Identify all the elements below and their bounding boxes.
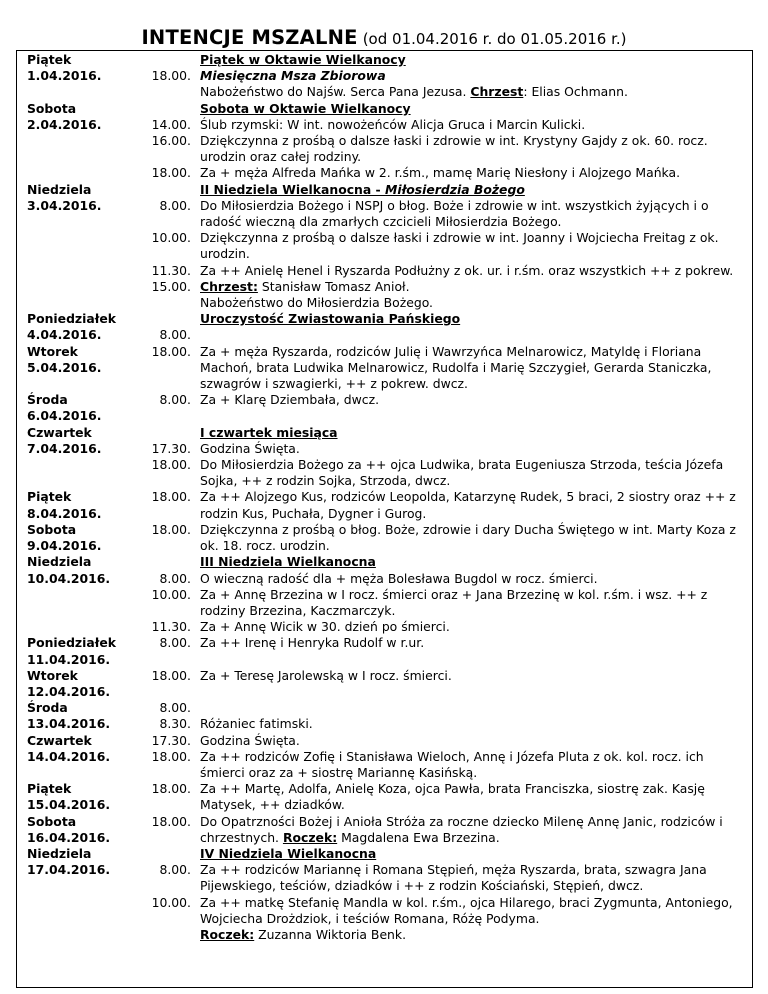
entry-text-part: III Niedziela Wielkanocna	[200, 554, 376, 570]
mass-entry	[27, 327, 747, 343]
entry-text-part: : Elias Ochmann.	[523, 84, 628, 100]
day-name: Środa	[27, 392, 68, 408]
mass-entry	[27, 619, 747, 635]
day-name: Sobota	[27, 813, 77, 829]
section-header	[200, 52, 740, 68]
entry-text-part: Za + Klarę Dziembała, dwcz.	[200, 392, 380, 408]
mass-intention	[200, 457, 740, 489]
section-header	[200, 182, 740, 198]
mass-entry	[27, 716, 747, 732]
day-section	[27, 781, 747, 813]
entry-text-part: Za ++ rodziców Zofię i Stanisława Wieloch, Annę i Józefa Pluta z ok. kol. rocz. ich śmierci oraz za + siostrę Mariannę Kasińską.	[200, 748, 704, 780]
mass-time: 11.30.	[151, 262, 191, 278]
mass-time: 10.00.	[151, 894, 191, 910]
mass-entry	[27, 279, 747, 295]
entry-text-part: Zuzanna Wiktoria Benk.	[254, 926, 407, 942]
day-name: Poniedziałek	[27, 635, 116, 651]
day-section	[27, 344, 747, 393]
mass-intention	[200, 165, 740, 181]
mass-intention	[200, 408, 740, 424]
day-name: Piątek	[27, 489, 72, 505]
mass-entry	[27, 522, 747, 554]
mass-intention	[200, 652, 740, 668]
mass-time: 18.00.	[151, 68, 191, 84]
day-date: 14.04.2016.	[27, 748, 111, 764]
day-section	[27, 846, 747, 943]
day-section	[27, 635, 747, 667]
mass-intention	[200, 327, 740, 343]
mass-entry	[27, 814, 747, 846]
mass-time: 8.00.	[159, 197, 191, 213]
day-name: Czwartek	[27, 424, 92, 440]
mass-intention	[200, 927, 740, 943]
day-section	[27, 52, 747, 101]
mass-time: 8.00.	[159, 327, 191, 343]
entry-text-part: Za + męża Alfreda Mańka w 2. r.śm., mamę Marię Niesłony i Alojzego Mańka.	[200, 165, 681, 181]
entry-text-part: O wieczną radość dla + męża Bolesława Bugdol w rocz. śmierci.	[200, 570, 598, 586]
label-emphasis: Chrzest:	[200, 278, 258, 294]
entry-text-part: Miesięczna Msza Zbiorowa	[200, 68, 386, 84]
day-section	[27, 522, 747, 554]
entry-text-part: Za + Annę Wicik w 30. dzień po śmierci.	[200, 619, 450, 635]
entry-text-part: Za ++ Anielę Henel i Ryszarda Podłużny z ok. ur. i r.śm. oraz wszystkich ++ z pokrew.	[200, 262, 734, 278]
day-date: 3.04.2016.	[27, 197, 102, 213]
mass-entry	[27, 652, 747, 668]
mass-entry	[27, 230, 747, 262]
day-section	[27, 392, 747, 424]
day-section	[27, 182, 747, 312]
day-section	[27, 489, 747, 521]
entry-text-part: Za ++ Irenę i Henryka Rudolf w r.ur.	[200, 635, 425, 651]
mass-time: 18.00.	[151, 667, 191, 683]
mass-intention	[200, 571, 740, 587]
day-name: Niedziela	[27, 554, 92, 570]
day-name: Wtorek	[27, 343, 78, 359]
mass-time: 18.00.	[151, 457, 191, 473]
mass-time: 8.00.	[159, 635, 191, 651]
day-section	[27, 733, 747, 782]
day-date: 2.04.2016.	[27, 116, 102, 132]
title-date-range: (od 01.04.2016 r. do 01.05.2016 r.)	[362, 30, 627, 48]
mass-entry	[27, 733, 747, 749]
day-date: 9.04.2016.	[27, 538, 102, 554]
day-date: 17.04.2016.	[27, 862, 111, 878]
mass-entry	[27, 133, 747, 165]
day-name: Czwartek	[27, 732, 92, 748]
day-name: Piątek	[27, 52, 72, 67]
mass-time: 15.00.	[151, 278, 191, 294]
mass-time: 11.30.	[151, 619, 191, 635]
entry-text-part: Uroczystość Zwiastowania Pańskiego	[200, 311, 461, 327]
entry-text-part: Piątek w Oktawie Wielkanocy	[200, 52, 406, 67]
entry-text-part: Za + Annę Brzezina w I rocz. śmierci oraz + Jana Brzezinę w kol. r.śm. i wsz. ++ z rodziny Brzezina, Kaczmarczyk.	[200, 586, 708, 618]
entry-text-part: Nabożeństwo do Miłosierdzia Bożego.	[200, 295, 433, 311]
mass-intention	[200, 84, 740, 100]
section-header	[200, 101, 740, 117]
entry-text-part: Godzina Święta.	[200, 440, 300, 456]
entry-text-part: Do Miłosierdzia Bożego i NSPJ o błog. Boże i zdrowie w int. wszystkich żyjących i o radość wieczną dla zmarłych czcicieli Miłosierdzia Bożego.	[200, 197, 709, 230]
entry-text-part: Dziękczynna z prośbą o dalsze łaski i zdrowie w int. Joanny i Wojciecha Freitag z ok. urodzin.	[200, 230, 719, 262]
entry-text-part: IV Niedziela Wielkanocna	[200, 845, 377, 861]
day-name: Sobota	[27, 100, 77, 116]
day-date: 6.04.2016.	[27, 408, 102, 424]
day-date: 12.04.2016.	[27, 683, 111, 699]
day-date: 16.04.2016.	[27, 829, 111, 845]
mass-intention	[200, 700, 740, 716]
entry-text-part: Do Miłosierdzia Bożego za ++ ojca Ludwika, brata Eugeniusza Strzoda, teścia Józefa Sojka, ++ z rodzin Sojka, Strzoda, dwcz.	[200, 457, 724, 489]
mass-intention	[200, 263, 740, 279]
mass-intention	[200, 295, 740, 311]
mass-entry	[27, 84, 747, 100]
mass-entry	[27, 749, 747, 781]
entry-text-part: Dziękczynna z prośbą o dalsze łaski i zdrowie w int. Krystyny Gajdy z ok. 60. rocz. urodzin oraz całej rodziny.	[200, 133, 708, 165]
section-header	[200, 425, 740, 441]
mass-intention	[200, 716, 740, 732]
mass-entry	[27, 895, 747, 927]
mass-time: 10.00.	[151, 230, 191, 246]
mass-intention	[200, 392, 740, 408]
mass-intention	[200, 230, 740, 262]
label-emphasis: Roczek:	[282, 829, 338, 845]
mass-time: 18.00.	[151, 489, 191, 505]
mass-entry	[27, 587, 747, 619]
mass-entry	[27, 927, 747, 943]
entry-text-part: Sobota w Oktawie Wielkanocy	[200, 100, 411, 116]
entry-text-part: Nabożeństwo do Najśw. Serca Pana Jezusa.	[200, 84, 471, 100]
entry-text-part: Magdalena Ewa Brzezina.	[337, 829, 500, 845]
mass-time: 8.30.	[159, 716, 191, 732]
day-section	[27, 425, 747, 490]
mass-intention	[200, 133, 740, 165]
mass-intention	[200, 781, 740, 813]
day-date: 5.04.2016.	[27, 359, 102, 375]
mass-entry	[27, 862, 747, 894]
day-name: Sobota	[27, 521, 77, 537]
mass-entry	[27, 198, 747, 230]
mass-intention	[200, 489, 740, 521]
day-date: 1.04.2016.	[27, 68, 102, 84]
day-name: Niedziela	[27, 181, 92, 197]
entry-text-part: Za + Teresę Jarolewską w I rocz. śmierci.	[200, 667, 452, 683]
schedule-rows	[27, 52, 747, 943]
mass-intention	[200, 117, 740, 133]
mass-time: 18.00.	[151, 521, 191, 537]
mass-entry	[27, 165, 747, 181]
day-name: Środa	[27, 700, 68, 716]
day-name: Wtorek	[27, 667, 78, 683]
day-section	[27, 311, 747, 343]
entry-text-part: Do Opatrzności Bożej i Anioła Stróża za roczne dziecko Milenę Annę Janic, rodziców i chrzestnych.	[200, 813, 723, 845]
section-header	[200, 846, 740, 862]
mass-intention	[200, 635, 740, 651]
mass-time: 18.00.	[151, 813, 191, 829]
entry-text-part: Dziękczynna z prośbą o błog. Boże, zdrowie i dary Ducha Świętego w int. Marty Koza z ok. 18. rocz. urodzin.	[200, 521, 736, 554]
day-name: Niedziela	[27, 845, 92, 861]
entry-text-part: Za ++ rodziców Mariannę i Romana Stępień, męża Ryszarda, brata, szwagra Jana Pijewskiego, teściów, dziadków i ++ z rodzin Kościański, Stępień, dwcz.	[200, 862, 707, 894]
day-date: 8.04.2016.	[27, 505, 102, 521]
mass-time: 8.00.	[159, 570, 191, 586]
mass-intention	[200, 668, 740, 684]
entry-text-part: Stanisław Tomasz Anioł.	[257, 278, 410, 294]
mass-intention	[200, 441, 740, 457]
day-date: 4.04.2016.	[27, 327, 102, 343]
entry-text-part: Ślub rzymski: W int. nowożeńców Alicja Gruca i Marcin Kulicki.	[200, 116, 586, 132]
mass-entry	[27, 408, 747, 424]
mass-time: 18.00.	[151, 781, 191, 797]
page-title	[0, 26, 768, 49]
mass-time: 10.00.	[151, 586, 191, 602]
mass-time: 8.00.	[159, 700, 191, 716]
mass-time: 18.00.	[151, 165, 191, 181]
mass-time: 8.00.	[159, 392, 191, 408]
entry-text-part: II Niedziela Wielkanocna -	[200, 181, 386, 197]
label-emphasis: Roczek:	[200, 926, 255, 942]
label-emphasis: Chrzest	[470, 84, 524, 100]
mass-entry	[27, 571, 747, 587]
section-header	[200, 554, 740, 570]
mass-time: 8.00.	[159, 862, 191, 878]
mass-intention	[200, 619, 740, 635]
entry-text-part: Godzina Święta.	[200, 732, 300, 748]
entry-text-part: Różaniec fatimski.	[200, 716, 313, 732]
day-section	[27, 700, 747, 732]
day-date: 15.04.2016.	[27, 797, 111, 813]
mass-time: 18.00.	[151, 343, 191, 359]
day-date: 11.04.2016.	[27, 651, 111, 667]
mass-entry	[27, 68, 747, 84]
mass-intention	[200, 733, 740, 749]
day-date: 10.04.2016.	[27, 570, 111, 586]
mass-time: 17.30.	[151, 440, 191, 456]
mass-intention	[200, 895, 740, 927]
mass-time: 16.00.	[151, 133, 191, 149]
day-section	[27, 668, 747, 700]
entry-text-part: Za + męża Ryszarda, rodziców Julię i Wawrzyńca Melnarowicz, Matyldę i Floriana Machoń, brata Ludwika Melnarowicz, Rudolfa i Marię Szczygieł, Gerarda Staniczka, szwagrów i szwagierki, ++ z pokrew. dwcz.	[200, 343, 712, 392]
mass-entry	[27, 635, 747, 651]
mass-intention	[200, 68, 740, 84]
mass-intention	[200, 198, 740, 230]
mass-intention	[200, 279, 740, 295]
mass-intention	[200, 344, 740, 393]
day-section	[27, 554, 747, 635]
mass-entry	[27, 117, 747, 133]
mass-intention	[200, 587, 740, 619]
mass-intention	[200, 684, 740, 700]
title-main: INTENCJE MSZALNE	[141, 26, 358, 49]
mass-entry	[27, 263, 747, 279]
mass-entry	[27, 668, 747, 684]
mass-time: 17.30.	[151, 732, 191, 748]
day-date: 13.04.2016.	[27, 716, 111, 732]
mass-entry	[27, 295, 747, 311]
entry-text-part: Za ++ Alojzego Kus, rodziców Leopolda, Katarzynę Rudek, 5 braci, 2 siostry oraz ++ z rodzin Kus, Puchała, Dygner i Gurog.	[200, 489, 736, 521]
mass-intention	[200, 814, 740, 846]
entry-text-part: Za ++ Martę, Adolfa, Anielę Koza, ojca Pawła, brata Franciszka, siostrę zak. Kasję Matysek, ++ dziadków.	[200, 781, 705, 813]
day-name: Piątek	[27, 781, 72, 797]
mass-entry	[27, 457, 747, 489]
day-section	[27, 101, 747, 182]
section-header	[200, 311, 740, 327]
mass-intention	[200, 522, 740, 554]
mass-time: 18.00.	[151, 748, 191, 764]
day-name: Poniedziałek	[27, 311, 116, 327]
mass-time: 14.00.	[151, 116, 191, 132]
mass-entry	[27, 700, 747, 716]
mass-entry	[27, 441, 747, 457]
mass-entry	[27, 392, 747, 408]
entry-text-part: Miłosierdzia Bożego	[385, 181, 525, 197]
day-section	[27, 814, 747, 846]
entry-text-part: Za ++ matkę Stefanię Mandla w kol. r.śm., ojca Hilarego, braci Zygmunta, Antoniego, Wojciecha Drożdziok, i teściów Romana, Różę Podyma.	[200, 894, 733, 926]
day-date: 7.04.2016.	[27, 440, 102, 456]
mass-entry	[27, 781, 747, 813]
mass-intention	[200, 749, 740, 781]
mass-entry	[27, 489, 747, 521]
mass-entry	[27, 684, 747, 700]
entry-text-part: I czwartek miesiąca	[200, 424, 338, 440]
mass-intention	[200, 862, 740, 894]
mass-entry	[27, 344, 747, 393]
